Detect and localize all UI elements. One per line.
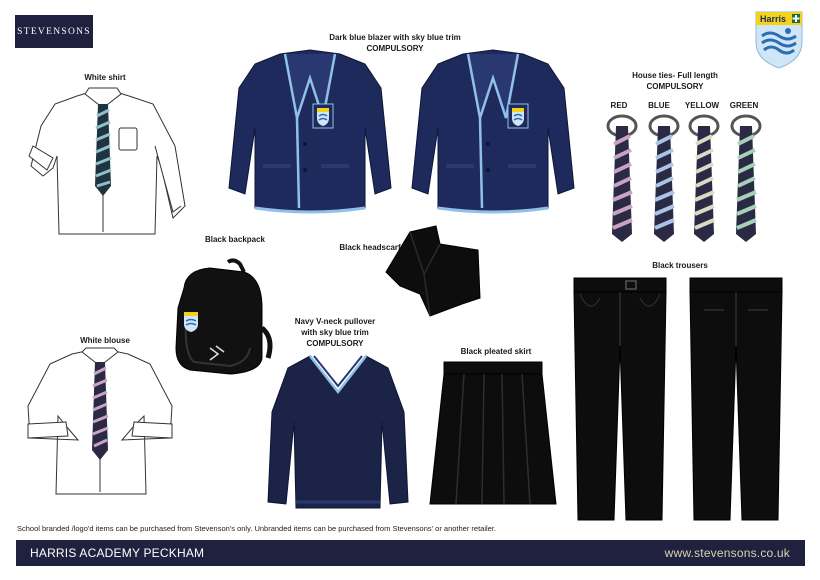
blazer-compulsory-note: COMPULSORY <box>366 44 424 53</box>
tie-green-icon <box>726 114 766 244</box>
pullover-compulsory-note: COMPULSORY <box>306 339 364 348</box>
white-shirt-label: White shirt <box>84 73 126 82</box>
trousers-image-back <box>686 276 786 524</box>
white-blouse-label: White blouse <box>80 336 130 345</box>
footer-bar <box>16 540 805 566</box>
harris-crest-icon <box>754 10 804 70</box>
stevensons-logo <box>15 15 93 48</box>
tie-label-green: GREEN <box>729 101 759 110</box>
skirt-image <box>428 360 558 506</box>
blazer-label: Dark blue blazer with sky blue trim COMPULSORY <box>300 32 490 54</box>
tie-label-red: RED <box>610 101 628 110</box>
tie-label-yellow: YELLOW <box>684 101 720 110</box>
website-link[interactable]: www.stevensons.co.uk <box>664 546 790 560</box>
blazer-image-open <box>408 48 578 218</box>
tie-label-blue: BLUE <box>648 101 670 110</box>
headscarf-image <box>380 224 485 319</box>
house-ties-label: House ties- Full length COMPULSORY <box>620 70 730 92</box>
white-shirt-image <box>25 86 190 236</box>
school-name: HARRIS ACADEMY PECKHAM <box>30 546 205 560</box>
backpack-image <box>170 258 275 378</box>
trousers-image-front <box>570 276 670 524</box>
blazer-image-closed <box>225 48 395 218</box>
headscarf-label: Black headscarf <box>339 243 401 252</box>
svg-text:Harris: Harris <box>760 14 787 24</box>
tie-yellow-icon <box>684 114 724 244</box>
white-blouse-image <box>22 346 182 496</box>
tie-blue-icon <box>644 114 684 244</box>
backpack-label: Black backpack <box>204 235 266 244</box>
stevensons-logo-text: STEVENSONS <box>17 26 91 37</box>
purchase-note: School branded /logo'd items can be purchased from Stevenson's only. Unbranded items can be purchased from Stevensons' or another retailer. <box>17 524 497 533</box>
pullover-image <box>266 352 411 512</box>
trousers-label: Black trousers <box>652 261 708 270</box>
tie-red-icon <box>602 114 642 244</box>
house-ties-compulsory-note: COMPULSORY <box>646 82 704 91</box>
pullover-label: Navy V-neck pullover with sky blue trim COMPULSORY <box>280 316 390 349</box>
skirt-label: Black pleated skirt <box>460 347 532 356</box>
